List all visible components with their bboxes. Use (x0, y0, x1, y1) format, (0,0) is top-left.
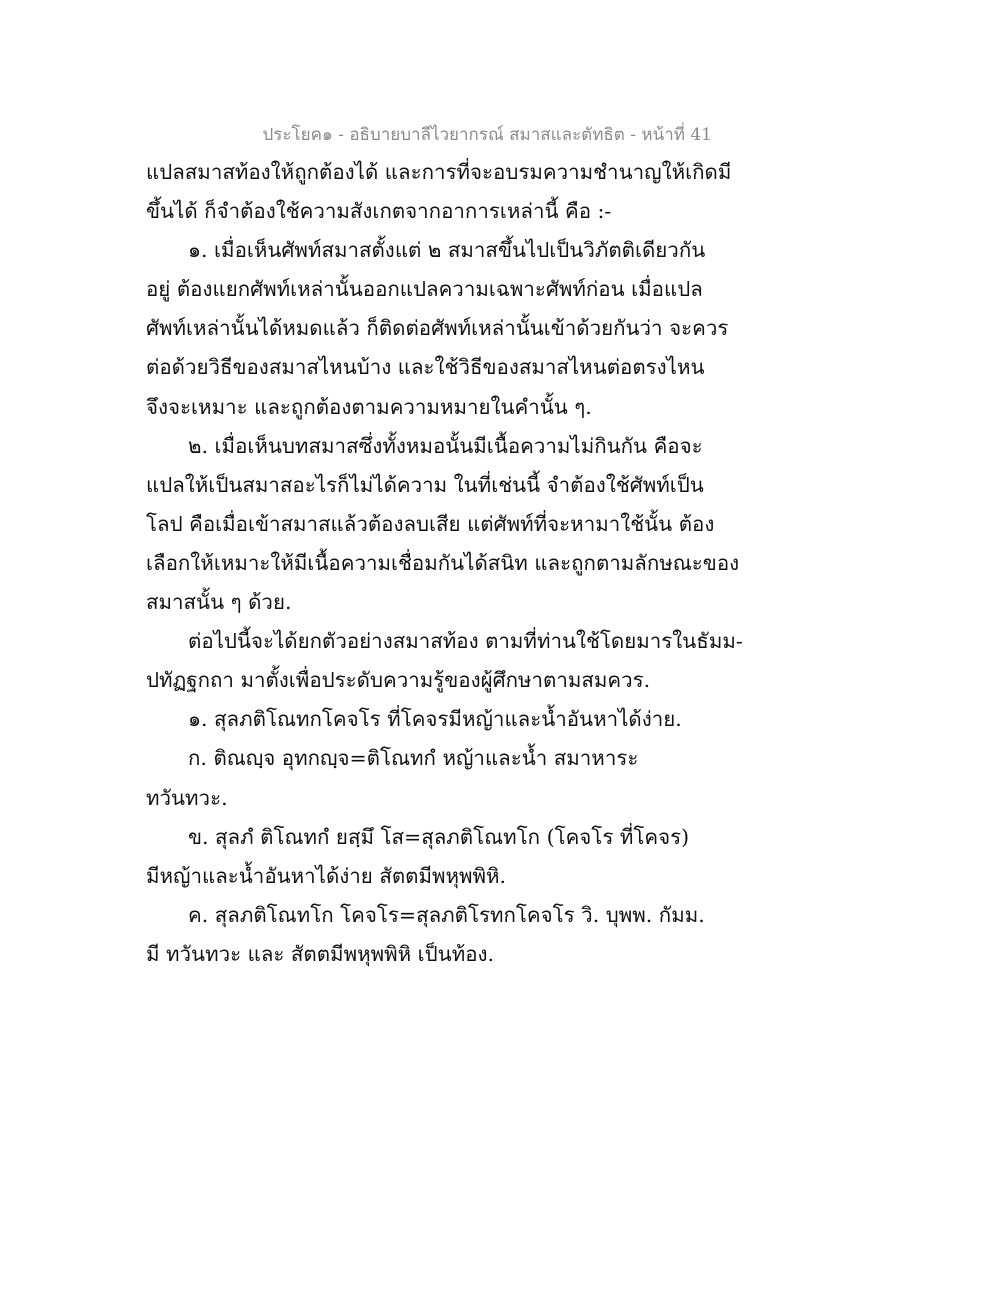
text-line: ทวันทวะ. (146, 785, 228, 810)
example-kho-line: ค. สุลภติโณทโก โคจโร=สุลภติโรทกโคจโร วิ. บุพพ. กัมม. (188, 902, 705, 927)
example-1-line: ๑. สุลภติโณทกโคจโร ที่โคจรมีหญ้าและน้ำอันหาได้ง่าย. (188, 707, 682, 732)
text-line: เลือกให้เหมาะให้มีเนื้อความเชื่อมกันได้สนิท และถูกตามลักษณะของ (146, 550, 740, 575)
example-ka-line: ก. ติณญฺจ อุทกญฺจ=ติโณทกํ หญ้าและน้ำ สมาหาระ (188, 746, 639, 771)
paragraph-start-line: ต่อไปนี้จะได้ยกตัวอย่างสมาสท้อง ตามที่ท่านใช้โดยมารในธัมม- (188, 629, 743, 654)
text-line: แปลสมาสท้องให้ถูกต้องได้ และการที่จะอบรมความชำนาญให้เกิดมี (146, 160, 732, 184)
text-line: มีหญ้าและน้ำอันหาได้ง่าย สัตตมีพหุพพิหิ. (146, 863, 507, 888)
text-line: มี ทวันทวะ และ สัตตมีพหุพพิหิ เป็นท้อง. (146, 941, 495, 966)
example-kha-line: ข. สุลภํ ติโณทกํ ยสฺมึ โส=สุลภติโณทโก (โคจโร ที่โคจร) (188, 824, 690, 849)
text-line: ปทัฏฐกถา มาตั้งเพื่อประดับความรู้ของผู้ศึกษาตามสมควร. (146, 668, 651, 693)
body-text (146, 153, 743, 974)
text-line: สมาสนั้น ๆ ด้วย. (146, 590, 292, 615)
text-line: แปลให้เป็นสมาสอะไรก็ไม่ได้ความ ในที่เช่นนี้ จำต้องใช้ศัพท์เป็น (146, 472, 704, 497)
running-header: ประโยค๑ - อธิบายบาลีไวยากรณ์ สมาสและตัทธิต - หน้าที่ 41 (262, 125, 712, 145)
numbered-item-1-line: ๑. เมื่อเห็นศัพท์สมาสตั้งแต่ ๒ สมาสขึ้นไปเป็นวิภัตติเดียวกัน (188, 238, 706, 263)
text-line: จึงจะเหมาะ และถูกต้องตามความหมายในคำนั้น ๆ. (146, 394, 592, 419)
text-line: โลป คือเมื่อเข้าสมาสแล้วต้องลบเสีย แต่ศัพท์ที่จะหามาใช้นั้น ต้อง (146, 511, 715, 536)
text-line: อยู่ ต้องแยกศัพท์เหล่านั้นออกแปลความเฉพาะศัพท์ก่อน เมื่อแปล (146, 277, 703, 302)
text-line: ต่อด้วยวิธีของสมาสไหนบ้าง และใช้วิธีของสมาสไหนต่อตรงไหน (146, 355, 705, 380)
text-line: ขึ้นได้ ก็จำต้องใช้ความสังเกตจากอาการเหล่านี้ คือ :- (146, 199, 612, 224)
numbered-item-2-line: ๒. เมื่อเห็นบทสมาสซึ่งทั้งหมอนั้นมีเนื้อความไม่กินกัน คือจะ (188, 433, 703, 458)
text-line: ศัพท์เหล่านั้นได้หมดแล้ว ก็ติดต่อศัพท์เหล่านั้นเข้าด้วยกันว่า จะควร (146, 316, 729, 341)
